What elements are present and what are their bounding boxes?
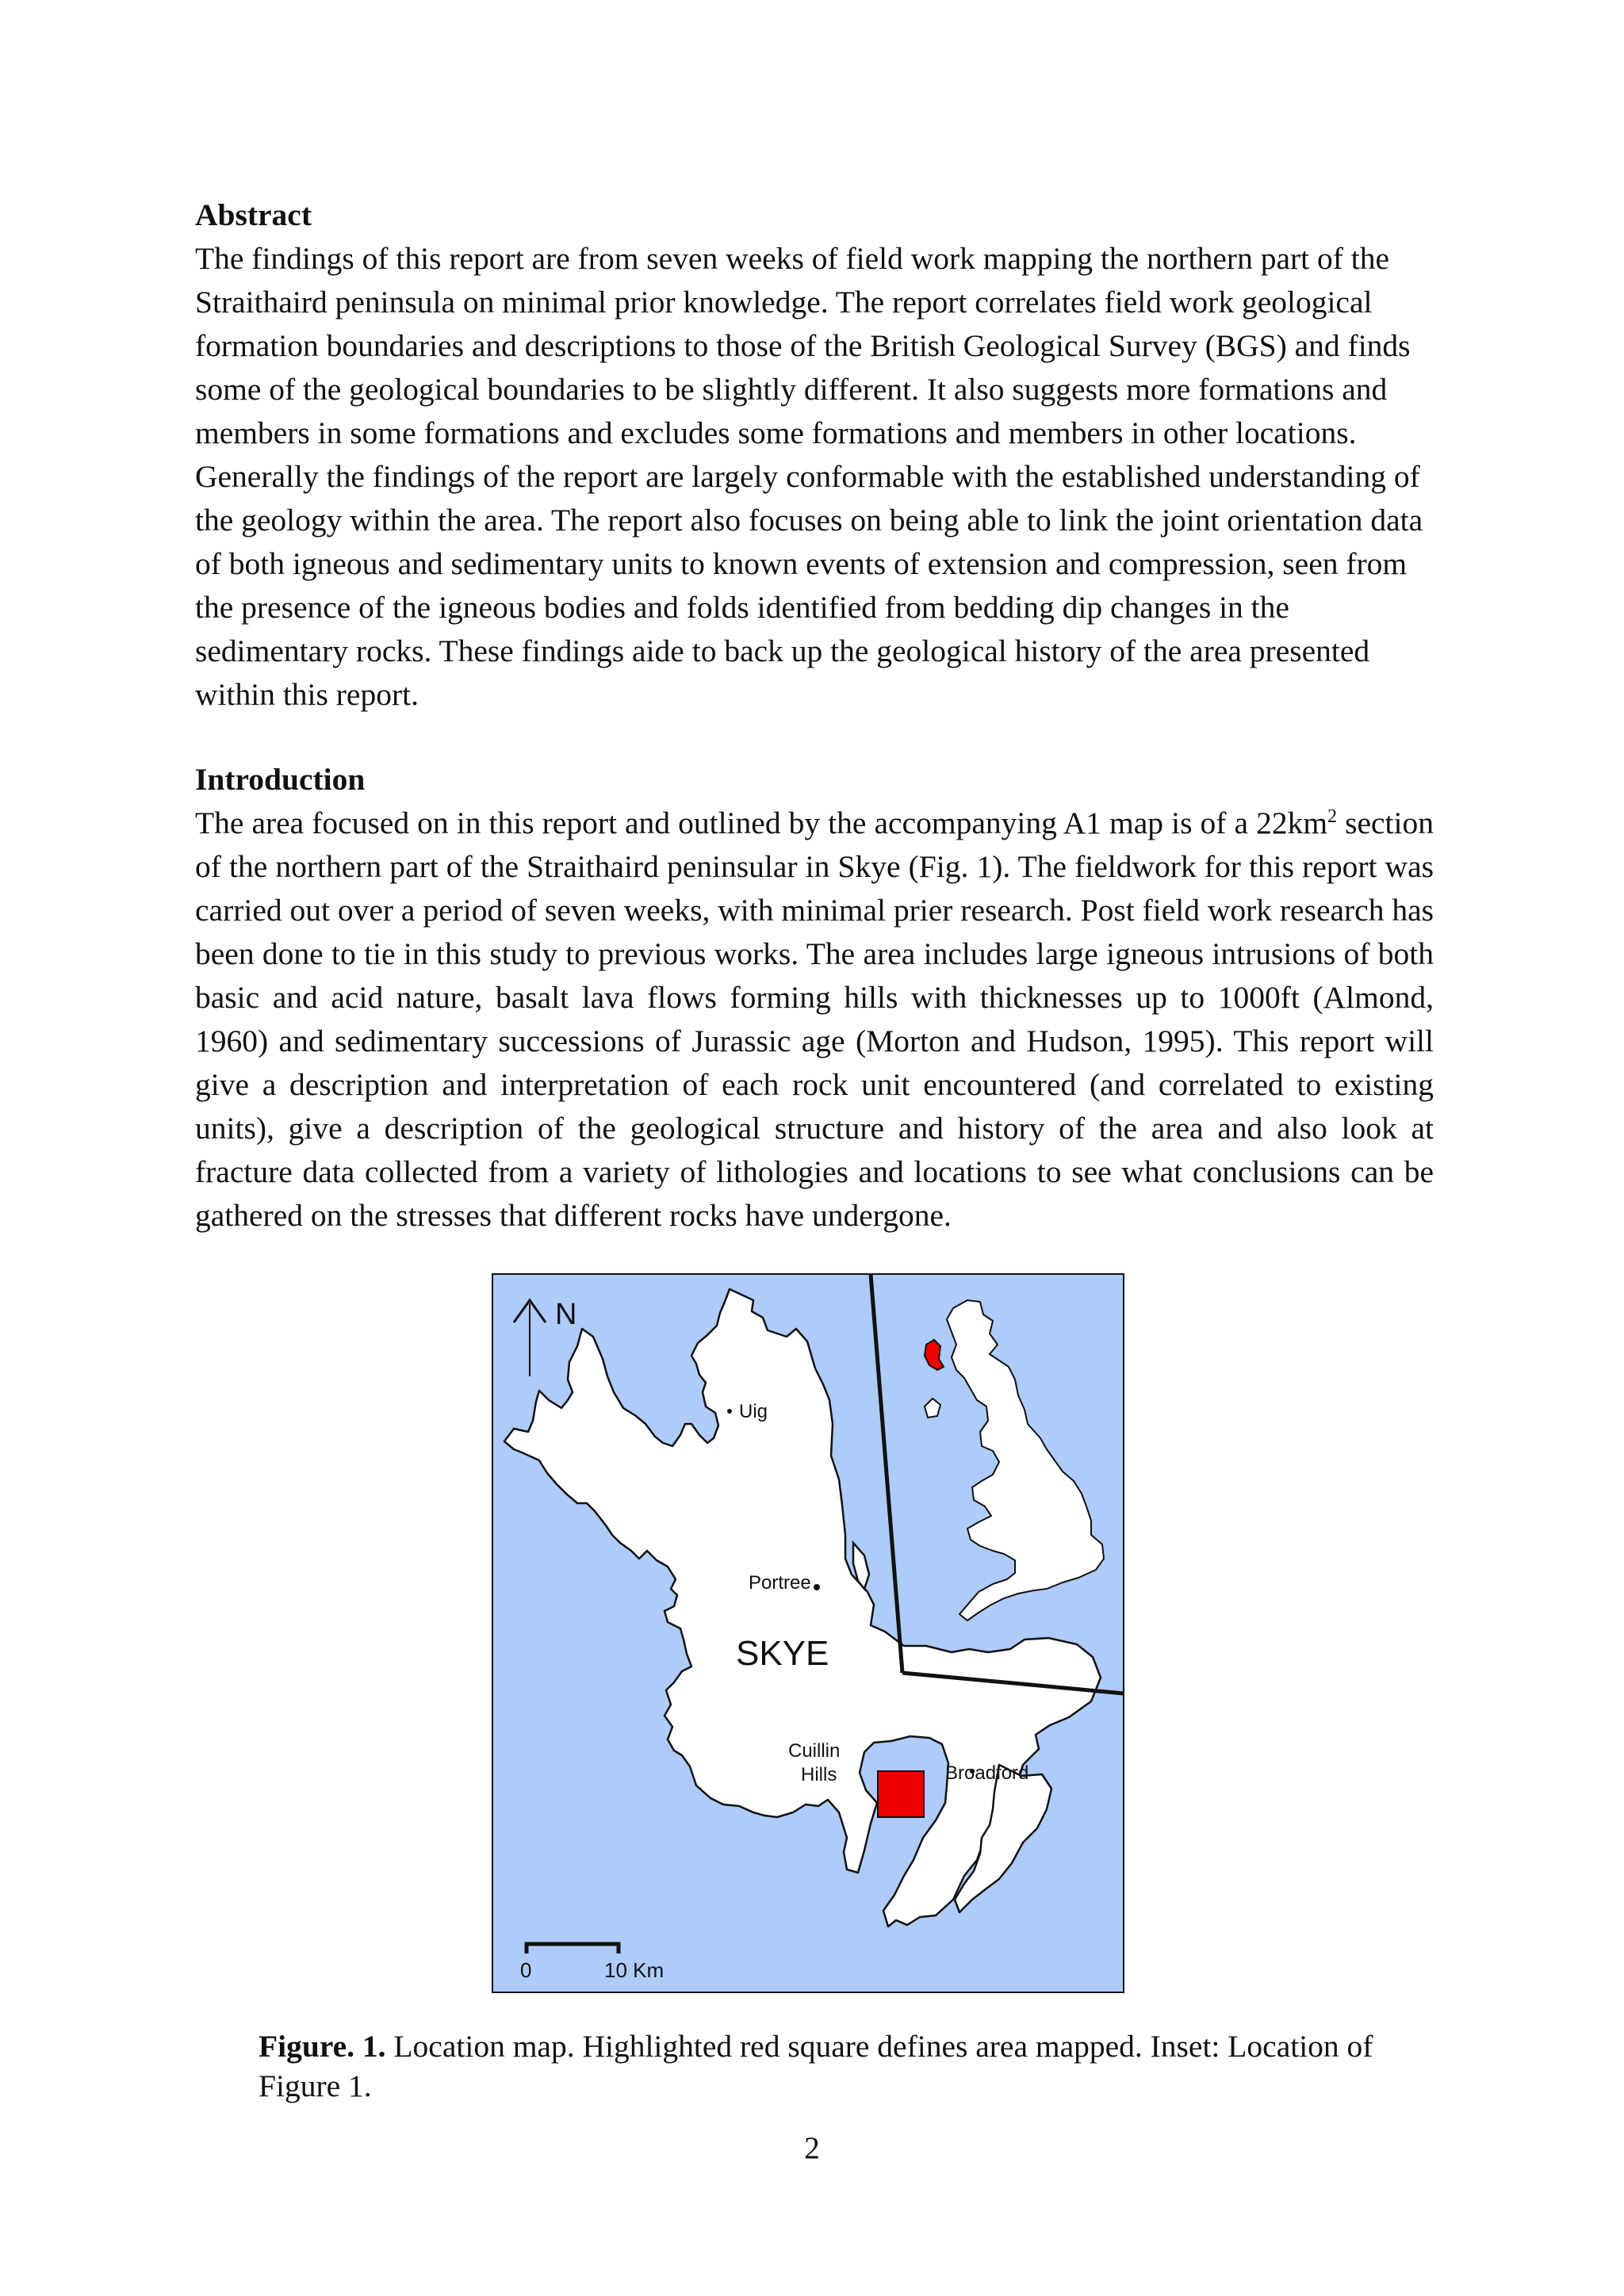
mapped-area-square — [878, 1771, 924, 1817]
figure-caption-label: Figure. 1. — [259, 2029, 386, 2064]
place-label-broadford: Broadford — [945, 1762, 1029, 1784]
location-map — [492, 1273, 1124, 1993]
introduction-body — [195, 802, 1434, 1238]
abstract-section — [195, 193, 1434, 717]
introduction-text-rest: section of the northern part of the Straithaird peninsular in Skye (Fig. 1). The fieldwork for this report was carried out over a period of seven weeks, with minimal prier research. Post field work research has been done to tie in this study to previous works. The area includes large igneous intrusions of both basic and acid nature, basalt lava flows forming hills with thicknesses up to 1000ft (Almond, 1960) and sedimentary successions of Jurassic age (Morton and Hudson, 1995). This report will give a description and interpretation of each rock unit encountered (and correlated to existing units), give a description of the geological structure and history of the area and also look at fracture data collected from a variety of lithologies and locations to see what conclusions can be gathered on the stresses that different rocks have undergone. — [195, 806, 1434, 1233]
location-map-figure — [492, 1273, 1124, 1993]
introduction-text-start: The area focused on in this report and outlined by the accompanying A1 map is of a 22km — [195, 806, 1328, 840]
introduction-section — [195, 758, 1434, 1238]
north-label: N — [555, 1298, 577, 1331]
portree-marker — [814, 1584, 820, 1590]
island-label-skye: SKYE — [736, 1634, 829, 1673]
introduction-heading: Introduction — [195, 762, 366, 797]
superscript-two: 2 — [1327, 806, 1338, 827]
scale-label-zero: 0 — [520, 1958, 532, 1982]
figure-caption-text: Location map. Highlighted red square defines area mapped. Inset: Location of Figure 1. — [259, 2029, 1373, 2103]
place-label-uig: Uig — [739, 1401, 768, 1422]
figure-caption — [259, 2026, 1448, 2106]
scale-label-end: 10 Km — [604, 1958, 665, 1982]
place-label-cuillin: Cuillin — [788, 1740, 841, 1762]
place-label-portree: Portree — [749, 1572, 811, 1594]
uig-marker — [727, 1409, 732, 1414]
abstract-body: The findings of this report are from seven weeks of field work mapping the northern part of the Straithaird peninsula on minimal prior knowledge. The report correlates field work geological formation boundaries and descriptions to those of the British Geological Survey (BGS) and finds some of the geological boundaries to be slightly different. It also suggests more formations and members in some formations and excludes some formations and members in other locations. Generally the findings of the report are largely conformable with the established understanding of the geology within the area. The report also focuses on being able to link the joint orientation data of both igneous and sedimentary units to known events of extension and compression, seen from the presence of the igneous bodies and folds identified from bedding dip changes in the sedimentary rocks. These findings aide to back up the geological history of the area presented within this report. — [195, 241, 1423, 712]
place-label-hills: Hills — [801, 1764, 837, 1785]
abstract-heading: Abstract — [195, 197, 312, 232]
page-number: 2 — [804, 2130, 820, 2165]
